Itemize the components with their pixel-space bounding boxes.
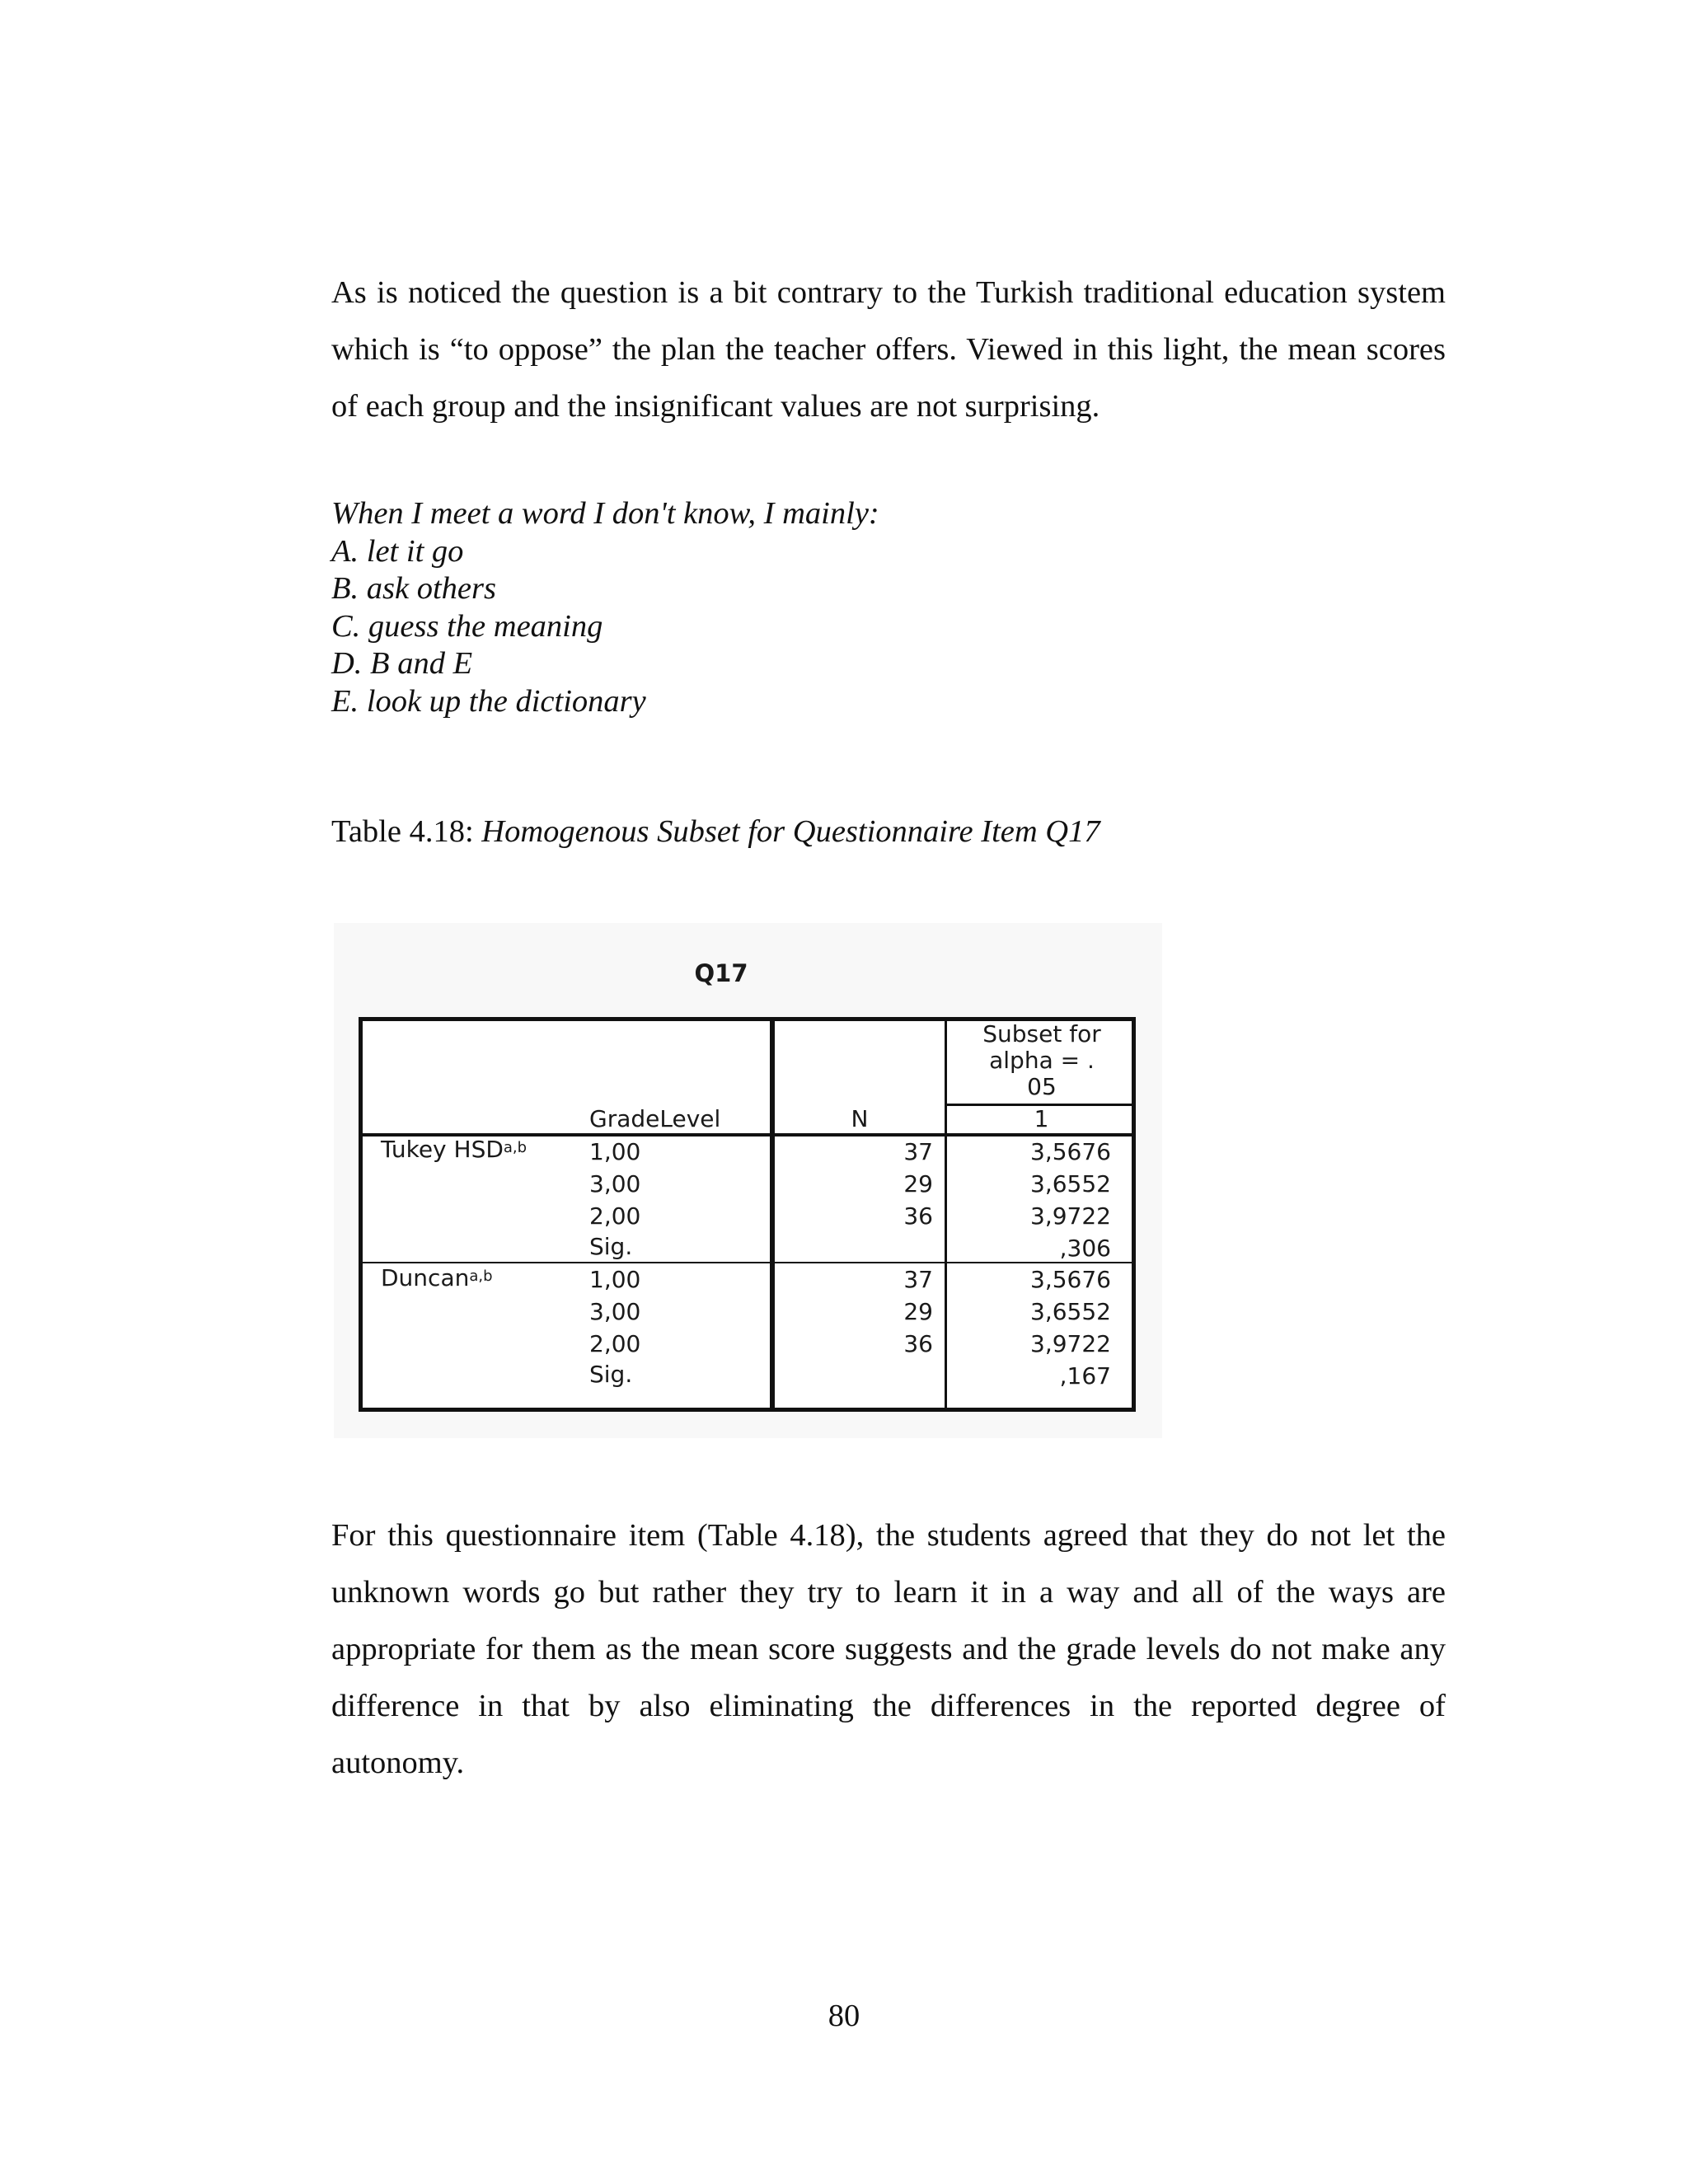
table-cell: 29 [903,1170,933,1197]
n-header: N [851,1105,869,1132]
option-b: B. ask others [331,571,496,606]
option-a: A. let it go [331,533,464,569]
table-cell: 29 [903,1298,933,1325]
homogeneous-subset-table [359,1017,1136,1412]
table-cell: 1,00 [589,1138,641,1165]
table-cell: Sig. [589,1233,633,1260]
table-cell: 3,5676 [1030,1266,1111,1293]
page-number: 80 [828,1999,860,2033]
gradelevel-header: GradeLevel [589,1105,721,1132]
spss-output-image [334,923,1162,1438]
method-tukey: Tukey HSD$^{a,b}$ [381,1136,528,1163]
question-stem: When I meet a word I don't know, I mainly: [331,496,879,531]
option-d: D. B and E [331,646,473,681]
table-cell: 37 [903,1266,933,1293]
spss-table-title: Q17 [694,959,748,987]
table-cell: 3,9722 [1030,1330,1111,1357]
table-cell: Sig. [589,1361,633,1388]
table-cell: 2,00 [589,1330,641,1357]
table-cell: 3,9722 [1030,1202,1111,1230]
method-duncan: Duncan$^{a,b}$ [381,1264,493,1291]
subset-header: Subset for alpha = . 05 [982,1020,1101,1100]
table-cell: 3,5676 [1030,1138,1111,1165]
discussion-paragraph: For this questionnaire item (Table 4.18), the students agreed that they do not let the unknown words go but rather they try to learn it in a way and all of the ways are appropriate for them as the mean score suggests and the grade levels do not make any difference in that by also eliminating the differences in the reported degree of autonomy. [331,1518,1446,1780]
intro-paragraph: As is noticed the question is a bit contrary to the Turkish traditional education system which is “to oppose” the plan the teacher offers. Viewed in this light, the mean scores of each group and the insignificant values are not surprising. [331,275,1446,424]
option-c: C. guess the meaning [331,608,603,644]
table-cell: 3,00 [589,1170,641,1197]
caption-title: Homogenous Subset for Questionnaire Item Q17 [481,814,1100,849]
table-cell: 2,00 [589,1202,641,1230]
table-cell: ,306 [1059,1235,1111,1262]
caption-label: Table 4.18: [331,814,474,849]
table-cell: ,167 [1059,1362,1111,1390]
questionnaire-item [331,495,879,720]
table-cell: 36 [903,1202,933,1230]
subset-index-header: 1 [1034,1105,1049,1132]
table-cell: 36 [903,1330,933,1357]
table-cell: 3,00 [589,1298,641,1325]
table-cell: 1,00 [589,1266,641,1293]
table-caption [331,811,1100,852]
table-cell: 3,6552 [1030,1298,1111,1325]
option-e: E. look up the dictionary [331,683,646,719]
table-cell: 3,6552 [1030,1170,1111,1197]
table-cell: 37 [903,1138,933,1165]
